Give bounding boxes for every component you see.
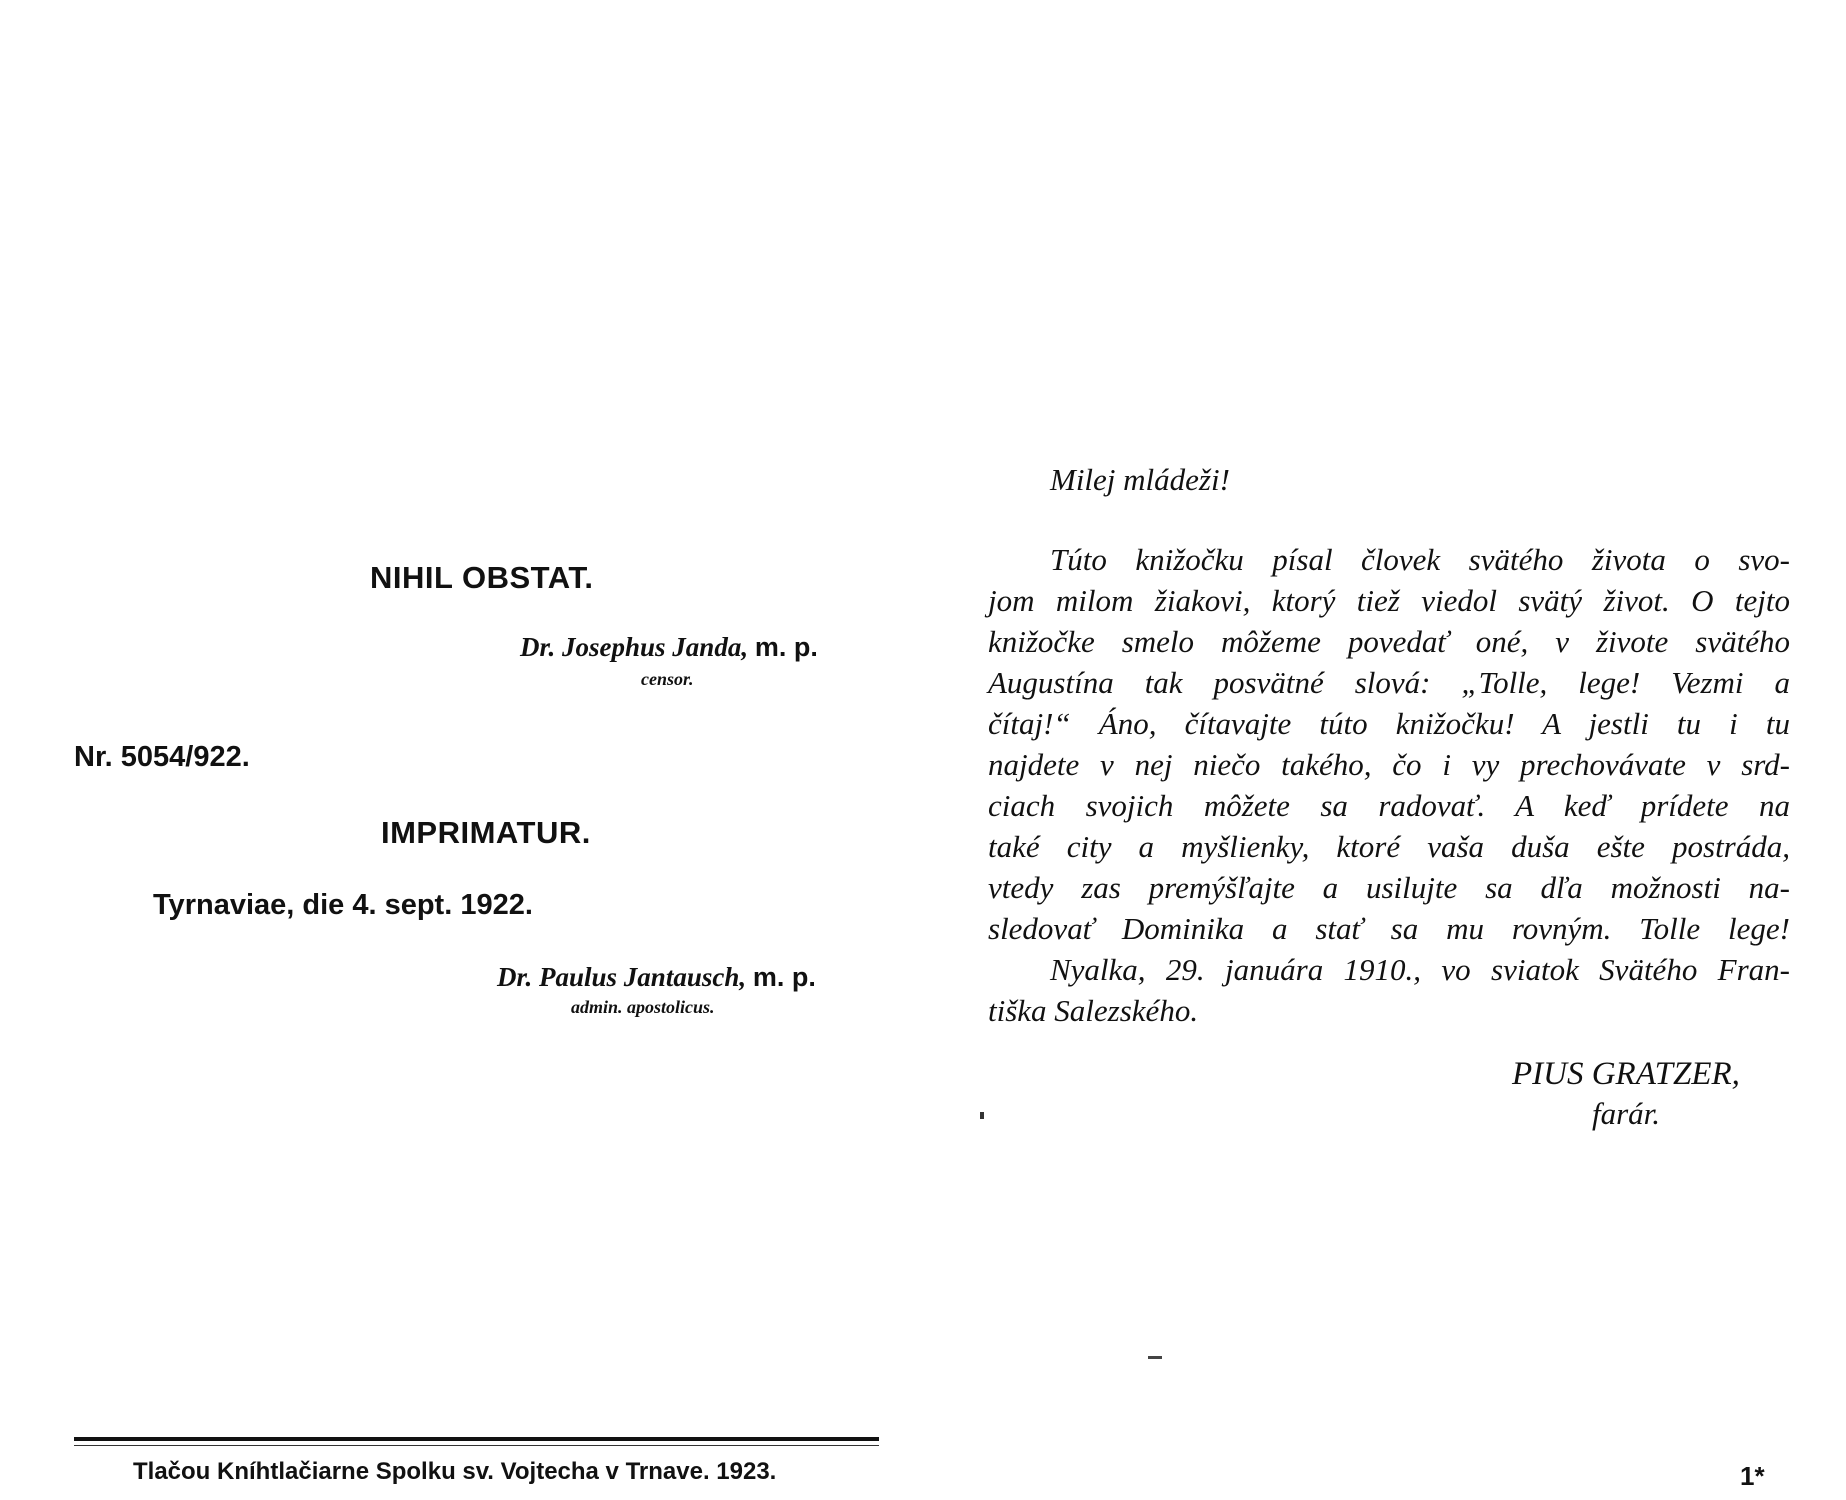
ink-speck bbox=[980, 1112, 984, 1119]
administrator-signature bbox=[497, 962, 816, 993]
letter-line: vtedy zas premýšľajte a usilujte sa dľa možnosti na- bbox=[988, 870, 1790, 905]
letter-line: Augustína tak posvätné slová: „Tolle, lege! Vezmi a bbox=[988, 665, 1790, 700]
printer-imprint: Tlačou Kníhtlačiarne Spolku sv. Vojtecha v Trnave. 1923. bbox=[133, 1458, 777, 1485]
administrator-mp: m. p. bbox=[752, 962, 816, 992]
letter-line: ciach svojich môžete sa radovať. A keď prídete na bbox=[988, 788, 1790, 823]
printer-rule bbox=[74, 1437, 879, 1441]
letter-line: také city a myšlienky, ktoré vaša duša ešte postráda, bbox=[988, 829, 1790, 864]
letter-line: najdete v nej niečo takého, čo i vy prechovávate v srd- bbox=[988, 747, 1790, 782]
ink-speck bbox=[1148, 1356, 1162, 1359]
letter-line: Túto knižočku písal človek svätého života o svo- bbox=[1050, 542, 1790, 577]
administrator-role: admin. apostolicus. bbox=[571, 997, 715, 1017]
nihil-obstat-heading: NIHIL OBSTAT. bbox=[370, 560, 594, 595]
imprimatur-heading: IMPRIMATUR. bbox=[381, 815, 591, 850]
signature-role: farár. bbox=[1592, 1096, 1661, 1131]
registration-number: Nr. 5054/922. bbox=[74, 741, 250, 773]
sheet-signature-mark: 1* bbox=[1740, 1461, 1765, 1491]
signature-name: PIUS GRATZER, bbox=[1512, 1056, 1740, 1092]
letter-line: jom milom žiakovi, ktorý tiež viedol svätý život. O tejto bbox=[988, 583, 1790, 618]
censor-role: censor. bbox=[641, 669, 694, 689]
salutation: Milej mládeži! bbox=[1050, 462, 1230, 497]
censor-signature bbox=[520, 632, 818, 663]
letter-line: Nyalka, 29. januára 1910., vo sviatok Svätého Fran- bbox=[1050, 952, 1790, 987]
letter-line: tiška Salezského. bbox=[988, 993, 1199, 1028]
place-date: Tyrnaviae, die 4. sept. 1922. bbox=[153, 889, 533, 921]
censor-mp: m. p. bbox=[754, 632, 818, 662]
letter-line: sledovať Dominika a stať sa mu rovným. Tolle lege! bbox=[988, 911, 1790, 946]
censor-name: Dr. Josephus Janda, bbox=[520, 632, 749, 662]
administrator-name: Dr. Paulus Jantausch, bbox=[497, 962, 747, 992]
printer-rule-thin bbox=[74, 1445, 879, 1446]
letter-line: knižočke smelo môžeme povedať oné, v živote svätého bbox=[988, 624, 1790, 659]
letter-line: čítaj!“ Áno, čítavajte túto knižočku! A jestli tu i tu bbox=[988, 706, 1790, 741]
